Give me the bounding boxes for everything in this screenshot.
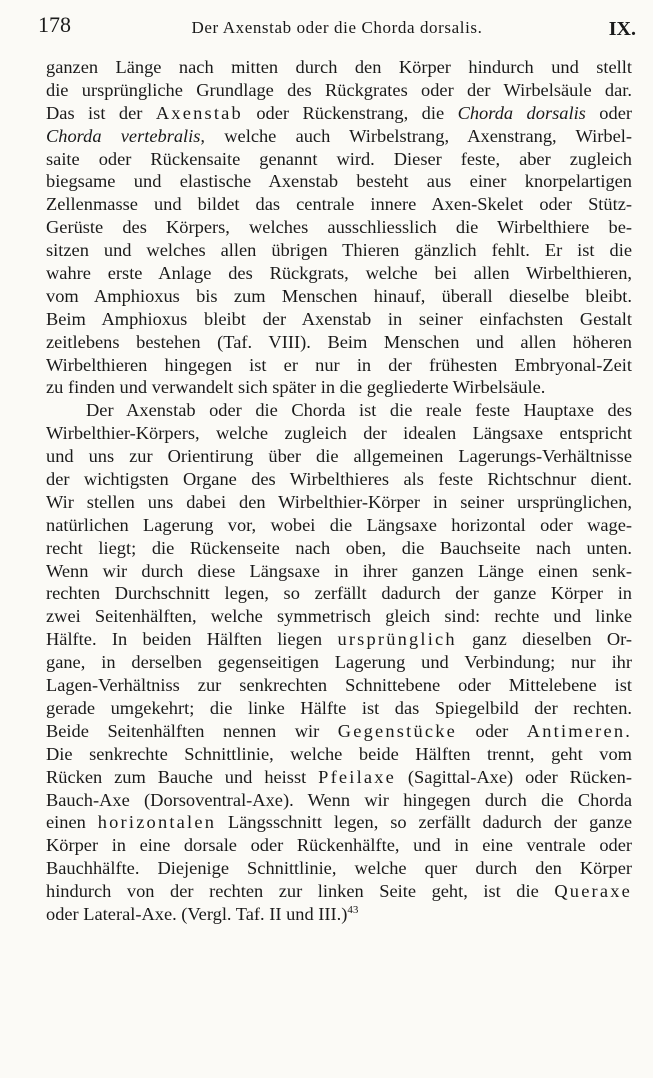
footnote-ref: 43 [347, 903, 359, 916]
text-run: zeitlebens bestehen (Taf. VIII). Beim Menschen und allen höheren [46, 331, 632, 352]
text-line [46, 399, 632, 422]
text-run: ganzen Länge nach mitten durch den Körper hindurch und stellt [46, 57, 632, 77]
text-run: recht liegt; die Rückenseite nach oben, die Bauchseite nach unten. [46, 537, 632, 558]
text-line [46, 491, 632, 514]
text-line [46, 857, 632, 880]
text-line [46, 216, 632, 239]
text-run: Der Axenstab oder die Chorda ist die reale feste Hauptaxe des [86, 400, 632, 421]
text-line [46, 445, 632, 468]
text-line [46, 880, 632, 903]
text-line [46, 537, 632, 560]
text-run: Beide Seitenhälften nennen wir [46, 720, 338, 741]
text-run: zwei Seitenhälften, welche symmetrisch gleich sind: rechte und linke [46, 606, 632, 627]
text-run: einen [46, 812, 98, 833]
text-line [46, 582, 632, 605]
text-run: Lagen-Verhältniss zur senkrechten Schnittebene oder Mittelebene ist [46, 675, 632, 696]
text-run: wahre erste Anlage des Rückgrats, welche bei allen Wirbelthieren, [46, 263, 632, 284]
text-run: oder Rückenstrang, die [242, 102, 458, 123]
text-line [46, 79, 632, 102]
text-run: gerade umgekehrt; die linke Hälfte ist das Spiegelbild der rechten. [46, 697, 632, 718]
text-line [46, 697, 632, 720]
text-run: Hälfte. In beiden Hälften liegen [46, 629, 338, 650]
text-line [46, 331, 632, 354]
text-run: Zellenmasse und bildet das centrale innere Axen-Skelet oder Stütz- [46, 194, 632, 215]
text-line [46, 789, 632, 812]
text-line [46, 262, 632, 285]
text-line [46, 743, 632, 766]
text-run: natürlichen Lagerung vor, wobei die Längsaxe horizontal oder wage- [46, 514, 632, 535]
text-line [46, 560, 632, 583]
text-run: Wir stellen uns dabei den Wirbelthier-Körper in seiner ursprünglichen, [46, 491, 632, 512]
text-run: der wichtigsten Organe des Wirbelthieres als feste Richtschnur dient. [46, 469, 632, 490]
text-line [46, 766, 632, 789]
text-run: Die senkrechte Schnittlinie, welche beide Hälften trennt, geht vom [46, 743, 632, 764]
italic-term: Chorda dorsalis [457, 102, 586, 123]
text-run: und uns zur Orientirung über die allgemeinen Lagerungs-Verhältnisse [46, 446, 632, 467]
text-run: biegsame und elastische Axenstab besteht aus einer knorpelartigen [46, 171, 632, 192]
text-line [46, 285, 632, 308]
body-text [46, 56, 632, 926]
italic-term: Chorda vertebralis, [46, 125, 206, 146]
emphasized-term: Gegenstücke [337, 720, 457, 741]
text-run: Körper in eine dorsale oder Rückenhälfte, und in eine ventrale oder [46, 835, 632, 856]
text-line [46, 834, 632, 857]
text-run: rechten Durchschnitt legen, so zerfällt dadurch der ganze Körper in [46, 583, 632, 604]
emphasized-term: Pfeilaxe [318, 766, 396, 787]
text-line [46, 354, 632, 377]
page-header [38, 12, 636, 42]
text-run: ganz dieselben Or- [456, 629, 632, 650]
text-line [46, 376, 632, 399]
running-title: Der Axenstab oder die Chorda dorsalis. [191, 18, 483, 37]
text-run: Längsschnitt legen, so zerfällt dadurch der ganze [216, 812, 632, 833]
text-line [46, 170, 632, 193]
text-run: Gerüste des Körpers, welches ausschliesslich die Wirbelthiere be- [46, 217, 632, 238]
text-line [46, 308, 632, 331]
emphasized-term: Axenstab [155, 102, 243, 123]
text-line [46, 628, 632, 651]
text-line [46, 193, 632, 216]
chapter-number: IX. [608, 18, 636, 40]
text-line [46, 514, 632, 537]
text-line [46, 468, 632, 491]
text-run: welche auch Wirbelstrang, Axenstrang, Wirbel- [205, 125, 632, 146]
emphasized-term: Antimeren. [526, 720, 632, 741]
text-line [46, 720, 632, 743]
text-line [46, 422, 632, 445]
text-line [46, 56, 632, 79]
text-run: (Sagittal-Axe) oder Rücken- [396, 766, 632, 787]
text-run: Bauchhälfte. Diejenige Schnittlinie, welche quer durch den Körper [46, 858, 632, 879]
text-run: Beim Amphioxus bleibt der Axenstab in seiner einfachsten Gestalt [46, 308, 632, 329]
text-line [46, 811, 632, 834]
text-run: gane, in derselben gegenseitigen Lagerung und Verbindung; nur ihr [46, 652, 632, 673]
text-run: saite oder Rückensaite genannt wird. Dieser feste, aber zugleich [46, 148, 632, 169]
text-run: Wenn wir durch diese Längsaxe in ihrer ganzen Länge einen senk- [46, 560, 632, 581]
page-number: 178 [38, 12, 71, 37]
text-run: oder Lateral-Axe. (Vergl. Taf. II und III.) [46, 903, 348, 924]
text-run: die ursprüngliche Grundlage des Rückgrates oder der Wirbelsäule dar. [46, 79, 632, 100]
text-line [46, 102, 632, 125]
text-line [46, 605, 632, 628]
text-run: hindurch von der rechten zur linken Seite geht, ist die [46, 881, 555, 902]
text-run: sitzen und welches allen übrigen Thieren gänzlich fehlt. Er ist die [46, 240, 632, 261]
text-run: oder [456, 720, 527, 741]
text-line [46, 125, 632, 148]
emphasized-term: ursprünglich [337, 629, 457, 650]
text-line [46, 148, 632, 171]
text-run: Wirbelthier-Körpers, welche zugleich der idealen Längsaxe entspricht [46, 423, 632, 444]
emphasized-term: horizontalen [97, 812, 217, 833]
text-line [46, 239, 632, 262]
text-run: Rücken zum Bauche und heisst [46, 766, 319, 787]
text-line [46, 674, 632, 697]
text-run: oder [585, 102, 632, 123]
text-run: Das ist der [46, 102, 156, 123]
text-run: Wirbelthieren hingegen ist er nur in der frühesten Embryonal-Zeit [46, 354, 632, 375]
emphasized-term: Queraxe [554, 881, 632, 902]
text-run: Bauch-Axe (Dorsoventral-Axe). Wenn wir hingegen durch die Chorda [46, 789, 632, 810]
text-line [46, 651, 632, 674]
text-line [46, 903, 632, 926]
text-run: vom Amphioxus bis zum Menschen hinauf, überall dieselbe bleibt. [46, 285, 632, 306]
text-run: zu finden und verwandelt sich später in die gegliederte Wirbelsäule. [46, 377, 546, 398]
